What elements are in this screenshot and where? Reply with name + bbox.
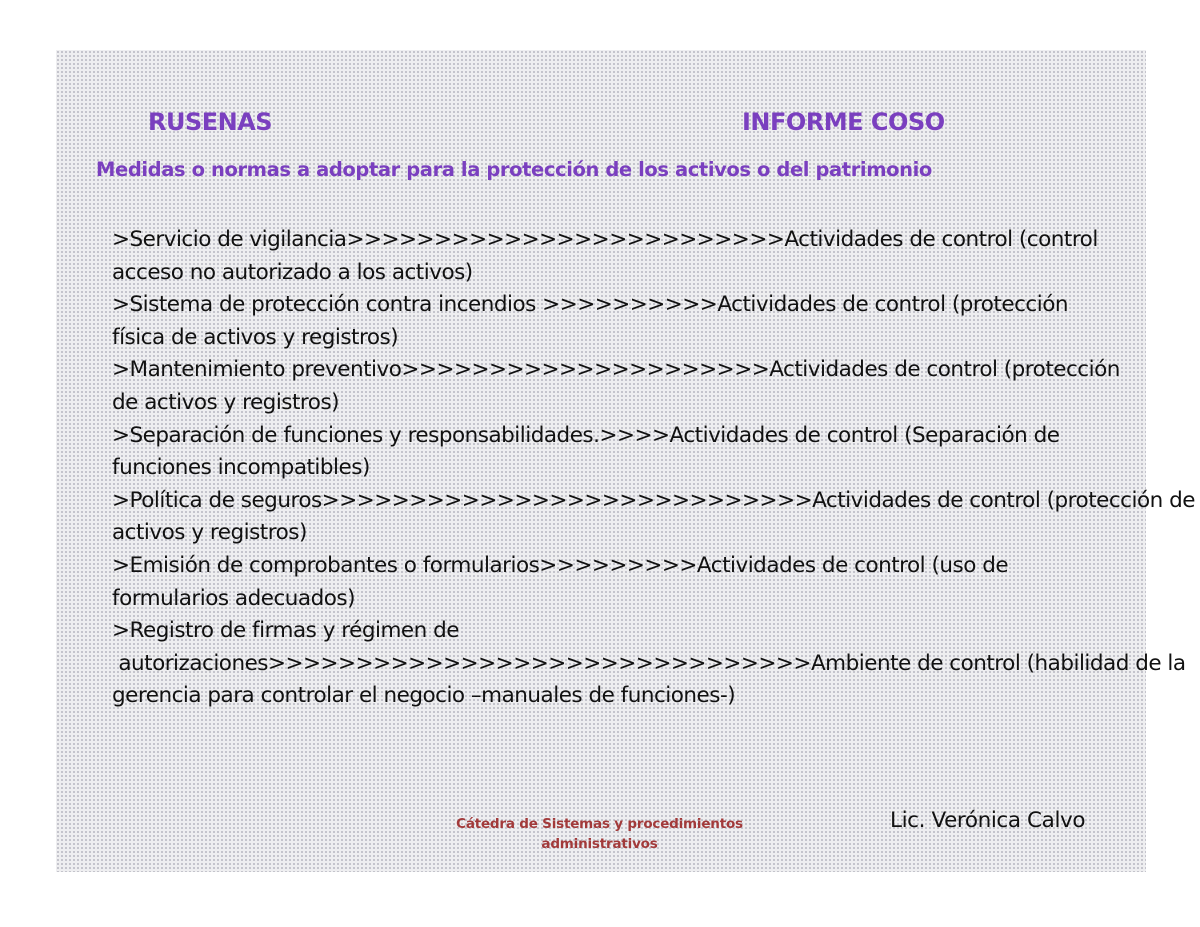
body-line: >Registro de firmas y régimen de <box>112 618 459 644</box>
author-name: Lic. Verónica Calvo <box>890 808 1086 833</box>
right-title: INFORME COSO <box>742 108 945 136</box>
body-line: >Servicio de vigilancia>>>>>>>>>>>>>>>>>>>>>>>>>Actividades de control (control <box>112 227 1098 252</box>
body-line: formularios adecuados) <box>112 585 355 611</box>
body-line: >Mantenimiento preventivo>>>>>>>>>>>>>>>>>>>>>Actividades de control (protección <box>112 357 1120 383</box>
course-footer <box>452 814 747 854</box>
body-line: activos y registros) <box>112 520 307 546</box>
body-line: acceso no autorizado a los activos) <box>112 259 473 285</box>
body-line: física de activos y registros) <box>112 324 399 350</box>
course-line-2: administrativos <box>541 836 658 852</box>
body-line: >Separación de funciones y responsabilidades.>>>>Actividades de control (Separación de <box>112 422 1060 448</box>
body-line: gerencia para controlar el negocio –manuales de funciones-) <box>112 683 736 709</box>
body-line: >Emisión de comprobantes o formularios>>>>>>>>>Actividades de control (uso de <box>112 552 1009 578</box>
course-line-1: Cátedra de Sistemas y procedimientos <box>456 816 743 832</box>
body-line: funciones incompatibles) <box>112 455 370 481</box>
body-line: de activos y registros) <box>112 389 340 415</box>
body-text <box>112 224 1195 713</box>
left-title: RUSENAS <box>148 108 273 136</box>
subtitle: Medidas o normas a adoptar para la protección de los activos o del patrimonio <box>96 158 932 181</box>
body-line: >Sistema de protección contra incendios >>>>>>>>>>Actividades de control (protección <box>112 292 1068 318</box>
body-line: >Política de seguros>>>>>>>>>>>>>>>>>>>>>>>>>>>>Actividades de control (protección de <box>112 487 1195 513</box>
body-line: autorizaciones>>>>>>>>>>>>>>>>>>>>>>>>>>>>>>>Ambiente de control (habilidad de la <box>112 650 1186 676</box>
